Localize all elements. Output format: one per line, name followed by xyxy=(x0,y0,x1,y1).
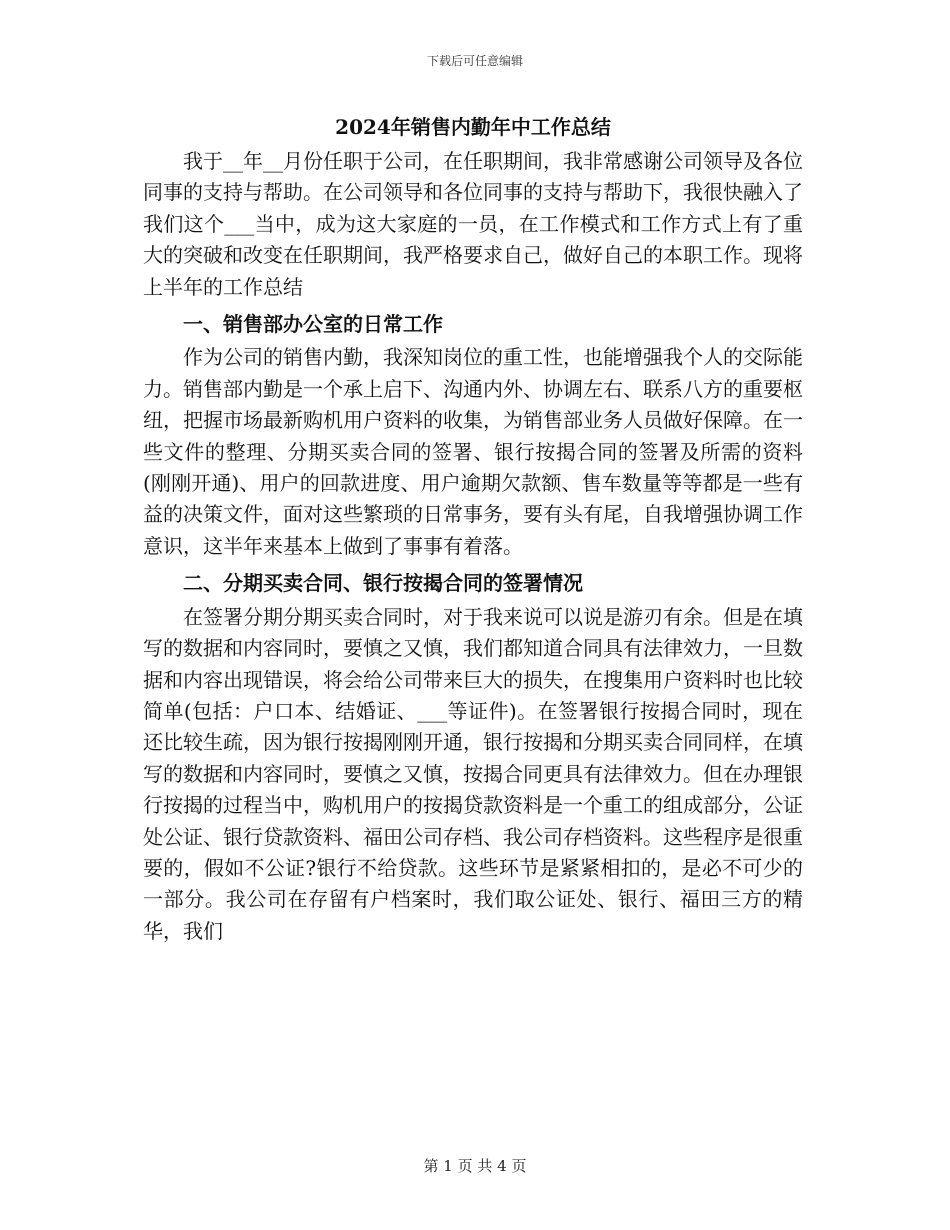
document-title: 2024年销售内勤年中工作总结 xyxy=(335,115,611,139)
section-1-heading: 一、销售部办公室的日常工作 xyxy=(183,312,443,337)
section-2-paragraph: 在签署分期分期买卖合同时，对于我来说可以说是游刃有余。但是在填写的数据和内容同时，要慎之又慎，我们都知道合同具有法律效力，一旦数据和内容出现错误，将会给公司带来巨大的损失，在搜集用户资料时也比较简单(包括：户口本、结婚证、___等证件)。在签署银行按揭合同时，现在还比较生疏，因为银行按揭刚刚开通，银行按揭和分期买卖合同同样，在填写的数据和内容同时，要慎之又慎，按揭合同更具有法律效力。但在办理银行按揭的过程当中，购机用户的按揭贷款资料是一个重工的组成部分，公证处公证、银行贷款资料、福田公司存档、我公司存档资料。这些程序是很重要的，假如不公证?银行不给贷款。这些环节是紧紧相扣的，是必不可少的一部分。我公司在存留有户档案时，我们取公证处、银行、福田三方的精华，我们 xyxy=(143,604,803,943)
section-1-paragraph: 作为公司的销售内勤，我深知岗位的重工性，也能增强我个人的交际能力。销售部内勤是一个承上启下、沟通内外、协调左右、联系八方的重要枢纽，把握市场最新购机用户资料的收集，为销售部业务人员做好保障。在一些文件的整理、分期买卖合同的签署、银行按揭合同的签署及所需的资料(刚刚开通)、用户的回款进度、用户逾期欠款额、售车数量等等都是一些有益的决策文件，面对这些繁琐的日常事务，要有头有尾，自我增强协调工作意识，这半年来基本上做到了事事有着落。 xyxy=(143,345,803,558)
page-footer: 第 1 页 共 4 页 xyxy=(423,1157,527,1175)
intro-paragraph: 我于__年__月份任职于公司，在任职期间，我非常感谢公司领导及各位同事的支持与帮助。在公司领导和各位同事的支持与帮助下，我很快融入了我们这个___当中，成为这大家庭的一员，在工作模式和工作方式上有了重大的突破和改变在任职期间，我严格要求自己，做好自己的本职工作。现将上半年的工作总结 xyxy=(143,149,803,299)
document-body xyxy=(143,112,803,947)
section-2-heading: 二、分期买卖合同、银行按揭合同的签署情况 xyxy=(183,571,583,596)
page-header-note: 下载后可任意编辑 xyxy=(426,54,523,68)
